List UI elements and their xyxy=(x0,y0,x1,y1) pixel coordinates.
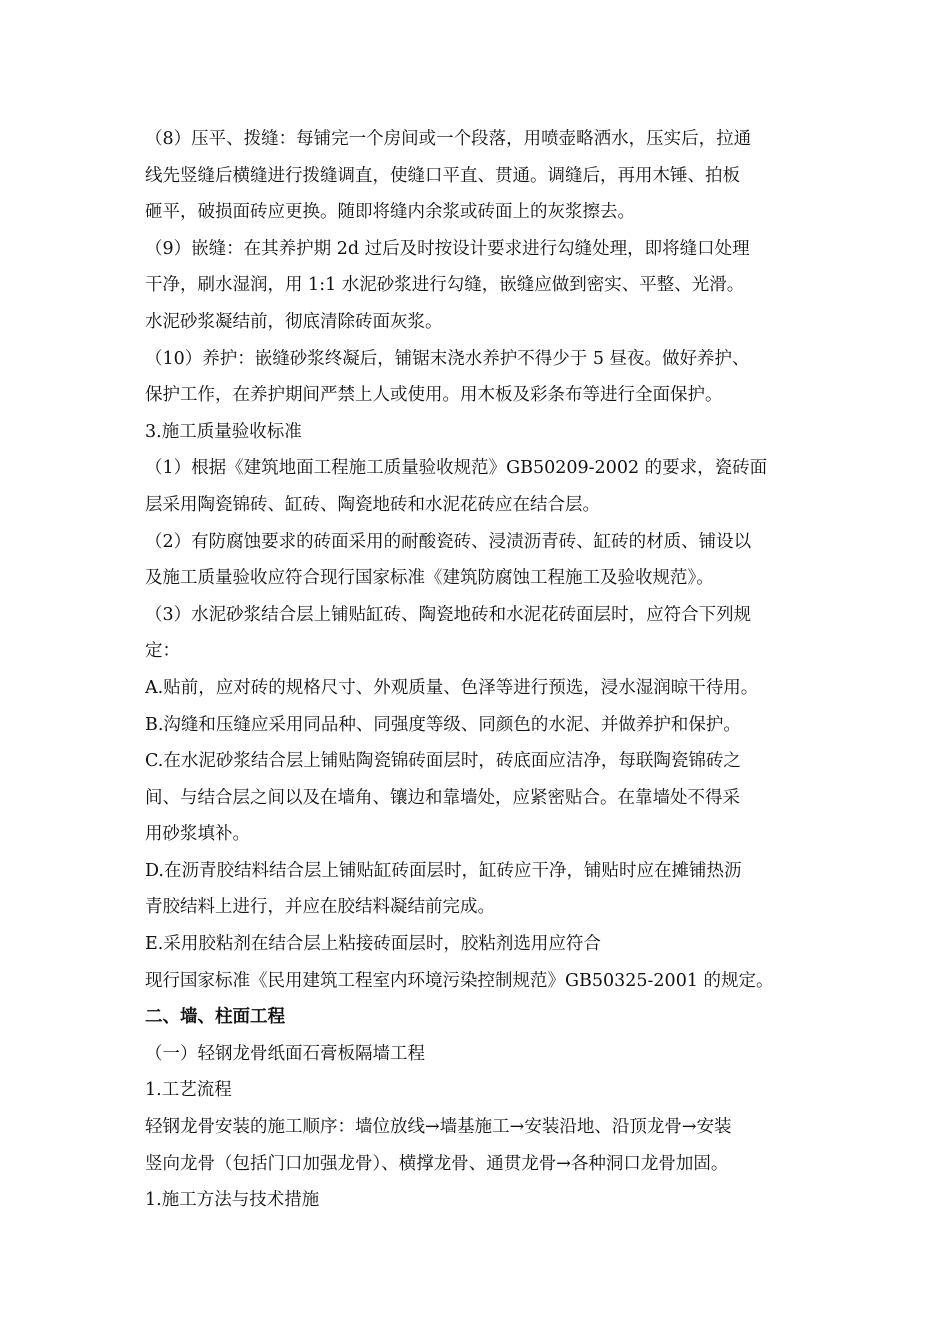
text-line: 保护工作，在养护期间严禁上人或使用。用木板及彩条布等进行全面保护。 xyxy=(145,385,723,406)
text-line: 间、与结合层之间以及在墙角、镶边和靠墙处，应紧密贴合。在靠墙处不得采 xyxy=(145,787,740,808)
text-line: 定： xyxy=(145,641,180,662)
text-line: 砸平，破损面砖应更换。随即将缝内余浆或砖面上的灰浆擦去。 xyxy=(145,202,635,223)
text-line: 青胶结料上进行，并应在胶结料凝结前完成。 xyxy=(145,897,495,918)
chapter-heading: 二、墙、柱面工程 xyxy=(145,1007,285,1028)
document-body xyxy=(145,121,815,1219)
subsection-heading: （一）轻钢龙骨纸面石膏板隔墙工程 xyxy=(145,1043,425,1064)
section-heading: 1.施工方法与技术措施 xyxy=(145,1190,320,1211)
text-line: B.沟缝和压缝应采用同品种、同强度等级、同颜色的水泥、并做养护和保护。 xyxy=(145,714,741,735)
text-line: （8）压平、拨缝：每铺完一个房间或一个段落，用喷壶略洒水，压实后，拉通 xyxy=(145,129,752,149)
text-line: 轻钢龙骨安装的施工顺序：墙位放线→墙基施工→安装沿地、沿顶龙骨→安装 xyxy=(145,1117,732,1138)
text-line: （10）养护：嵌缝砂浆终凝后，铺锯末浇水养护不得少于 5 昼夜。做好养护、 xyxy=(145,348,750,369)
text-line: 层采用陶瓷锦砖、缸砖、陶瓷地砖和水泥花砖应在结合层。 xyxy=(145,494,600,515)
section-heading: 1.工艺流程 xyxy=(145,1080,232,1101)
text-line: D.在沥青胶结料结合层上铺贴缸砖面层时，缸砖应干净，铺贴时应在摊铺热沥 xyxy=(145,860,742,881)
text-line: C.在水泥砂浆结合层上铺贴陶瓷锦砖面层时，砖底面应洁净，每联陶瓷锦砖之 xyxy=(145,751,741,772)
text-line: 线先竖缝后横缝进行拨缝调直，使缝口平直、贯通。调缝后，再用木锤、拍板 xyxy=(145,165,740,186)
text-line: 水泥砂浆凝结前，彻底清除砖面灰浆。 xyxy=(145,311,443,332)
text-line: 干净，刷水湿润，用 1:1 水泥砂浆进行勾缝，嵌缝应做到密实、平整、光滑。 xyxy=(145,275,745,296)
text-line: A.贴前，应对砖的规格尺寸、外观质量、色泽等进行预选，浸水湿润晾干待用。 xyxy=(145,677,759,698)
text-line: 及施工质量验收应符合现行国家标准《建筑防腐蚀工程施工及验收规范》。 xyxy=(145,568,714,589)
text-line: （9）嵌缝：在其养护期 2d 过后及时按设计要求进行勾缝处理，即将缝口处理 xyxy=(145,238,750,259)
text-line: （2）有防腐蚀要求的砖面采用的耐酸瓷砖、浸渍沥青砖、缸砖的材质、铺设以 xyxy=(145,531,752,552)
text-line: 用砂浆填补。 xyxy=(145,824,250,845)
text-line: （3）水泥砂浆结合层上铺贴缸砖、陶瓷地砖和水泥花砖面层时，应符合下列规 xyxy=(145,604,752,625)
text-line: 现行国家标准《民用建筑工程室内环境污染控制规范》GB50325-2001 的规定。 xyxy=(145,970,774,991)
section-heading: 3.施工质量验收标准 xyxy=(145,421,302,442)
text-line: 竖向龙骨（包括门口加强龙骨）、横撑龙骨、通贯龙骨→各种洞口龙骨加固。 xyxy=(145,1153,729,1174)
text-line: （1）根据《建筑地面工程施工质量验收规范》GB50209-2002 的要求，瓷砖面 xyxy=(145,458,768,479)
text-line: E.采用胶粘剂在结合层上粘接砖面层时，胶粘剂选用应符合 xyxy=(145,934,601,955)
